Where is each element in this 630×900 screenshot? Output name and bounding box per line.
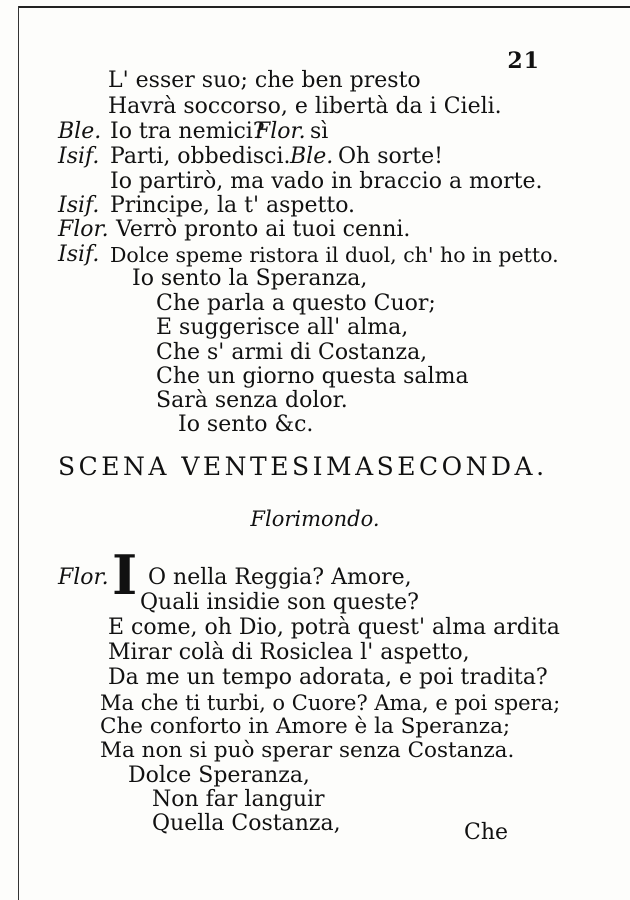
speech-line: O nella Reggia? Amore, [148, 565, 412, 590]
aria-line: Sarà senza dolor. [156, 388, 348, 413]
aria-line: Io sento &c. [178, 412, 314, 437]
speech-line: Che conforto in Amore è la Speranza; [100, 714, 511, 739]
speech-line: E come, oh Dio, potrà quest' alma ardita [108, 615, 560, 640]
speech-line: Quali insidie son queste? [140, 590, 419, 615]
page-number: 21 [507, 48, 540, 74]
speaker-label: Isif. [58, 193, 100, 218]
scene-heading: SCENA VENTESIMASECONDA. [58, 452, 548, 481]
page-edge-top [18, 6, 630, 8]
scene-character: Florimondo. [250, 507, 380, 531]
speech-line: Mirar colà di Rosiclea l' aspetto, [108, 640, 470, 665]
aria-line: Che un giorno questa salma [156, 364, 469, 389]
speaker-label: Ble. [58, 119, 102, 144]
speaker-label: Flor. [58, 217, 109, 242]
speech-line: Da me un tempo adorata, e poi tradita? [108, 665, 548, 690]
aria-line: Dolce Speranza, [128, 763, 310, 788]
page-edge-left [18, 6, 19, 900]
speech-line: Ma che ti turbi, o Cuore? Ama, e poi spera; [100, 691, 561, 715]
aria-line: Io sento la Speranza, [132, 266, 368, 291]
aria-line: Che parla a questo Cuor; [156, 291, 436, 316]
speaker-label: Isif. [58, 144, 100, 169]
aria-line: Non far languir [152, 787, 325, 812]
catchword: Che [464, 820, 509, 845]
speaker-label: Ble. [290, 144, 334, 169]
aria-line: E suggerisce all' alma, [156, 315, 409, 340]
aria-line: Quella Costanza, [152, 811, 341, 836]
speaker-label: Isif. [58, 242, 100, 267]
speaker-label: Flor. [58, 565, 109, 590]
drop-cap: I [112, 543, 138, 607]
speech-line: Ma non si può sperar senza Costanza. [100, 738, 515, 763]
speaker-label: Flor. [255, 119, 306, 144]
aria-line: Che s' armi di Costanza, [156, 340, 428, 365]
